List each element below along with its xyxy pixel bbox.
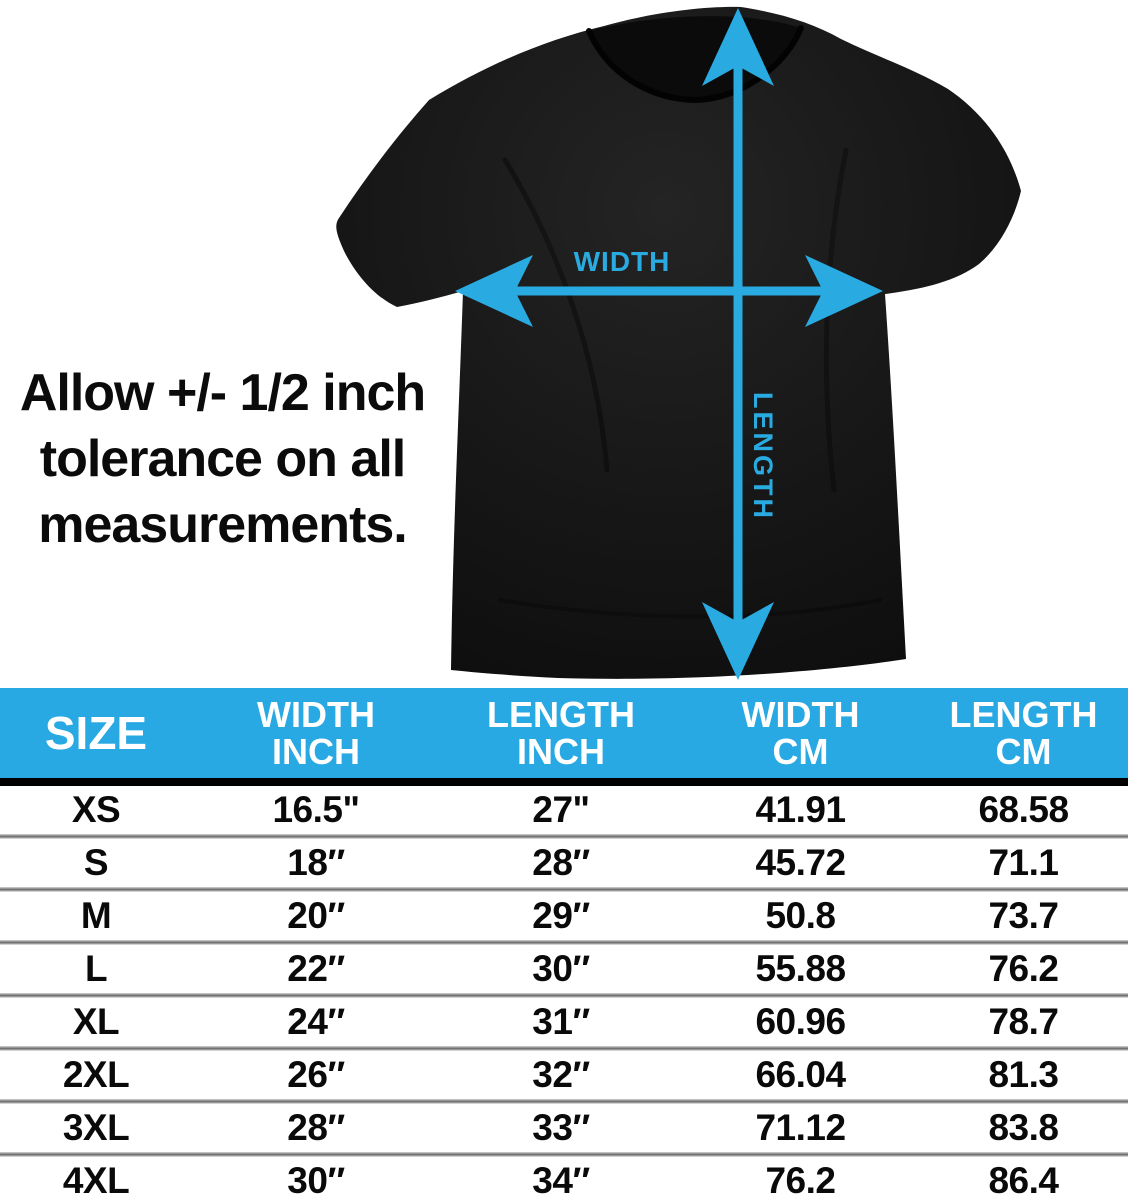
- cell-length-inch: 27": [532, 789, 590, 830]
- cell-width-cm: 45.72: [755, 842, 846, 883]
- cell-width-inch: 22″: [287, 948, 345, 989]
- cell-size: 4XL: [62, 1160, 130, 1197]
- table-row: [0, 998, 1128, 1046]
- table-row: [0, 1051, 1128, 1099]
- table-row: [0, 1157, 1128, 1197]
- cell-length-inch: 30″: [532, 948, 590, 989]
- cell-width-cm: 50.8: [765, 895, 836, 936]
- header-length-inch: [440, 696, 682, 770]
- cell-size: 3XL: [62, 1107, 130, 1148]
- cell-length-cm: 86.4: [988, 1160, 1059, 1197]
- width-label: WIDTH: [573, 246, 671, 277]
- cell-length-cm: 78.7: [988, 1001, 1059, 1042]
- cell-width-cm: 66.04: [755, 1054, 846, 1095]
- cell-length-inch: 32″: [532, 1054, 590, 1095]
- header-line: INCH: [517, 731, 605, 772]
- header-size: [0, 706, 192, 759]
- cell-length-cm: 81.3: [988, 1054, 1059, 1095]
- cell-width-inch: 26″: [287, 1054, 345, 1095]
- table-header-row: [0, 688, 1128, 778]
- cell-width-cm: 76.2: [765, 1160, 836, 1197]
- cell-length-inch: 33″: [532, 1107, 590, 1148]
- table-row: [0, 839, 1128, 887]
- cell-width-inch: 30″: [287, 1160, 345, 1197]
- table-row: [0, 945, 1128, 993]
- cell-length-cm: 68.58: [978, 789, 1069, 830]
- cell-length-cm: 71.1: [988, 842, 1059, 883]
- cell-width-cm: 55.88: [755, 948, 846, 989]
- cell-width-inch: 28″: [287, 1107, 345, 1148]
- cell-length-inch: 34″: [532, 1160, 590, 1197]
- cell-width-cm: 71.12: [755, 1107, 846, 1148]
- cell-size: XL: [72, 1001, 120, 1042]
- header-width-cm: [682, 696, 919, 770]
- header-line: CM: [995, 731, 1052, 772]
- size-table: [0, 688, 1128, 1197]
- cell-width-inch: 18″: [287, 842, 345, 883]
- cell-length-cm: 83.8: [988, 1107, 1059, 1148]
- cell-length-inch: 31″: [532, 1001, 590, 1042]
- cell-length-inch: 28″: [532, 842, 590, 883]
- tshirt-shape: [336, 7, 1021, 679]
- header-line: CM: [772, 731, 829, 772]
- length-label: LENGTH: [748, 392, 778, 521]
- cell-size: L: [84, 948, 108, 989]
- header-length-cm: [919, 696, 1128, 770]
- cell-width-cm: 41.91: [755, 789, 846, 830]
- header-divider: [0, 778, 1128, 786]
- tolerance-note-line: Allow +/- 1/2 inch: [19, 364, 426, 422]
- tolerance-note: [5, 360, 440, 558]
- header-line: WIDTH: [741, 694, 860, 735]
- cell-length-cm: 76.2: [988, 948, 1059, 989]
- cell-size: 2XL: [62, 1054, 130, 1095]
- cell-size: XS: [71, 789, 121, 830]
- header-line: LENGTH: [949, 694, 1098, 735]
- table-row: [0, 1104, 1128, 1152]
- cell-width-inch: 24″: [287, 1001, 345, 1042]
- cell-width-cm: 60.96: [755, 1001, 846, 1042]
- cell-size: M: [80, 895, 112, 936]
- header-line: WIDTH: [257, 694, 375, 735]
- tolerance-note-line: tolerance on all: [39, 430, 406, 488]
- header-line: LENGTH: [487, 694, 635, 735]
- header-width-inch: [192, 696, 440, 770]
- tolerance-note-line: measurements.: [38, 496, 407, 554]
- cell-length-cm: 73.7: [988, 895, 1059, 936]
- cell-length-inch: 29″: [532, 895, 590, 936]
- cell-width-inch: 20″: [287, 895, 345, 936]
- header-line: INCH: [272, 731, 360, 772]
- table-row: [0, 786, 1128, 834]
- cell-width-inch: 16.5": [272, 789, 360, 830]
- header-size-label: SIZE: [44, 706, 148, 759]
- table-row: [0, 892, 1128, 940]
- cell-size: S: [83, 842, 109, 883]
